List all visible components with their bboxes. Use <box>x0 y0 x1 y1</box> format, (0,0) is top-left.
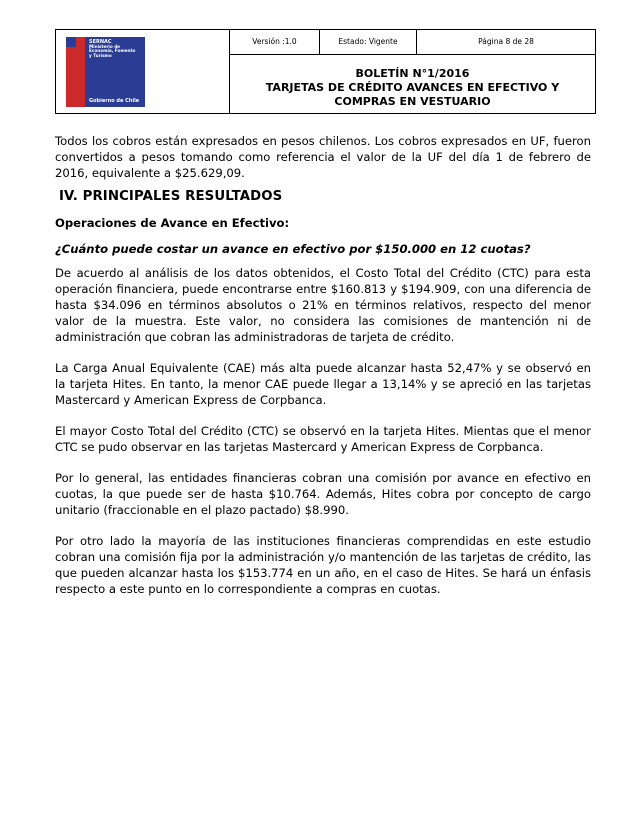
logo-star-block <box>66 37 76 47</box>
logo-gobierno: Gobierno de Chile <box>89 98 140 104</box>
title-line-2: TARJETAS DE CRÉDITO AVANCES EN EFECTIVO Y <box>265 81 560 94</box>
page-number: Página 8 de 28 <box>478 37 534 46</box>
status-label: Estado: Vigente <box>320 30 417 54</box>
document-title <box>230 67 595 109</box>
meta-row <box>230 30 595 55</box>
logo-ministry-1: Ministerio de <box>89 43 121 49</box>
logo-cell <box>56 30 230 113</box>
logo-text <box>89 40 135 58</box>
title-line-3: COMPRAS EN VESTUARIO <box>334 95 491 108</box>
title-line-1: BOLETÍN N°1/2016 <box>355 67 470 80</box>
sernac-logo <box>66 37 145 107</box>
logo-ministry-2: Economía, Fomento <box>89 48 136 54</box>
intro-paragraph: Todos los cobros están expresados en pesos chilenos. Los cobros expresados en UF, fueron convertidos a pesos tomando como referencia el valor de la UF del día 1 de febrero de 2016, equivalente a $25.629,09. <box>55 134 591 180</box>
paragraph: El mayor Costo Total del Crédito (CTC) se observó en la tarjeta Hites. Mientas que el menor CTC se pudo observar en las tarjetas Mastercard y American Express de Corpbanca. <box>55 424 591 454</box>
document-header <box>55 29 596 114</box>
question-heading: ¿Cuánto puede costar un avance en efectivo por $150.000 en 12 cuotas? <box>55 242 531 256</box>
section-heading: IV. PRINCIPALES RESULTADOS <box>59 189 283 204</box>
logo-brand: SERNAC <box>89 39 112 45</box>
version-label: Versión :1.0 <box>230 30 320 54</box>
paragraph: La Carga Anual Equivalente (CAE) más alta puede alcanzar hasta 52,47% y se observó en la tarjeta Hites. En tanto, la menor CAE puede llegar a 13,14% y se apreció en las tarjetas Mastercard y American Express de Corpbanca. <box>55 361 591 407</box>
paragraph: Por otro lado la mayoría de las instituciones financieras comprendidas en este estudio cobran una comisión fija por la administración y/o mantención de las tarjetas de crédito, las que pueden alcanzar hasta los $153.774 en un año, en el caso de Hites. Se hará un énfasis respecto a este punto en lo correspondiente a compras en cuotas. <box>55 534 591 596</box>
logo-red-band <box>66 37 85 107</box>
document-body <box>55 133 591 612</box>
logo-ministry-3: y Turismo <box>89 52 112 58</box>
paragraph: De acuerdo al análisis de los datos obtenidos, el Costo Total del Crédito (CTC) para esta operación financiera, puede encontrarse entre $160.813 y $194.909, con una diferencia de hasta $34.096 en términos absolutos o 21% en términos relativos, respecto del menor valor de la muestra. Este valor, no considera las comisiones de mantención ni de administración que cobran las administradoras de tarjeta de crédito. <box>55 266 591 344</box>
paragraph: Por lo general, las entidades financieras cobran una comisión por avance en efectivo en cuotas, la que puede ser de hasta $10.764. Además, Hites cobra por concepto de cargo unitario (fraccionable en el plazo pactado) $8.990. <box>55 471 591 517</box>
subheading: Operaciones de Avance en Efectivo: <box>55 216 290 230</box>
